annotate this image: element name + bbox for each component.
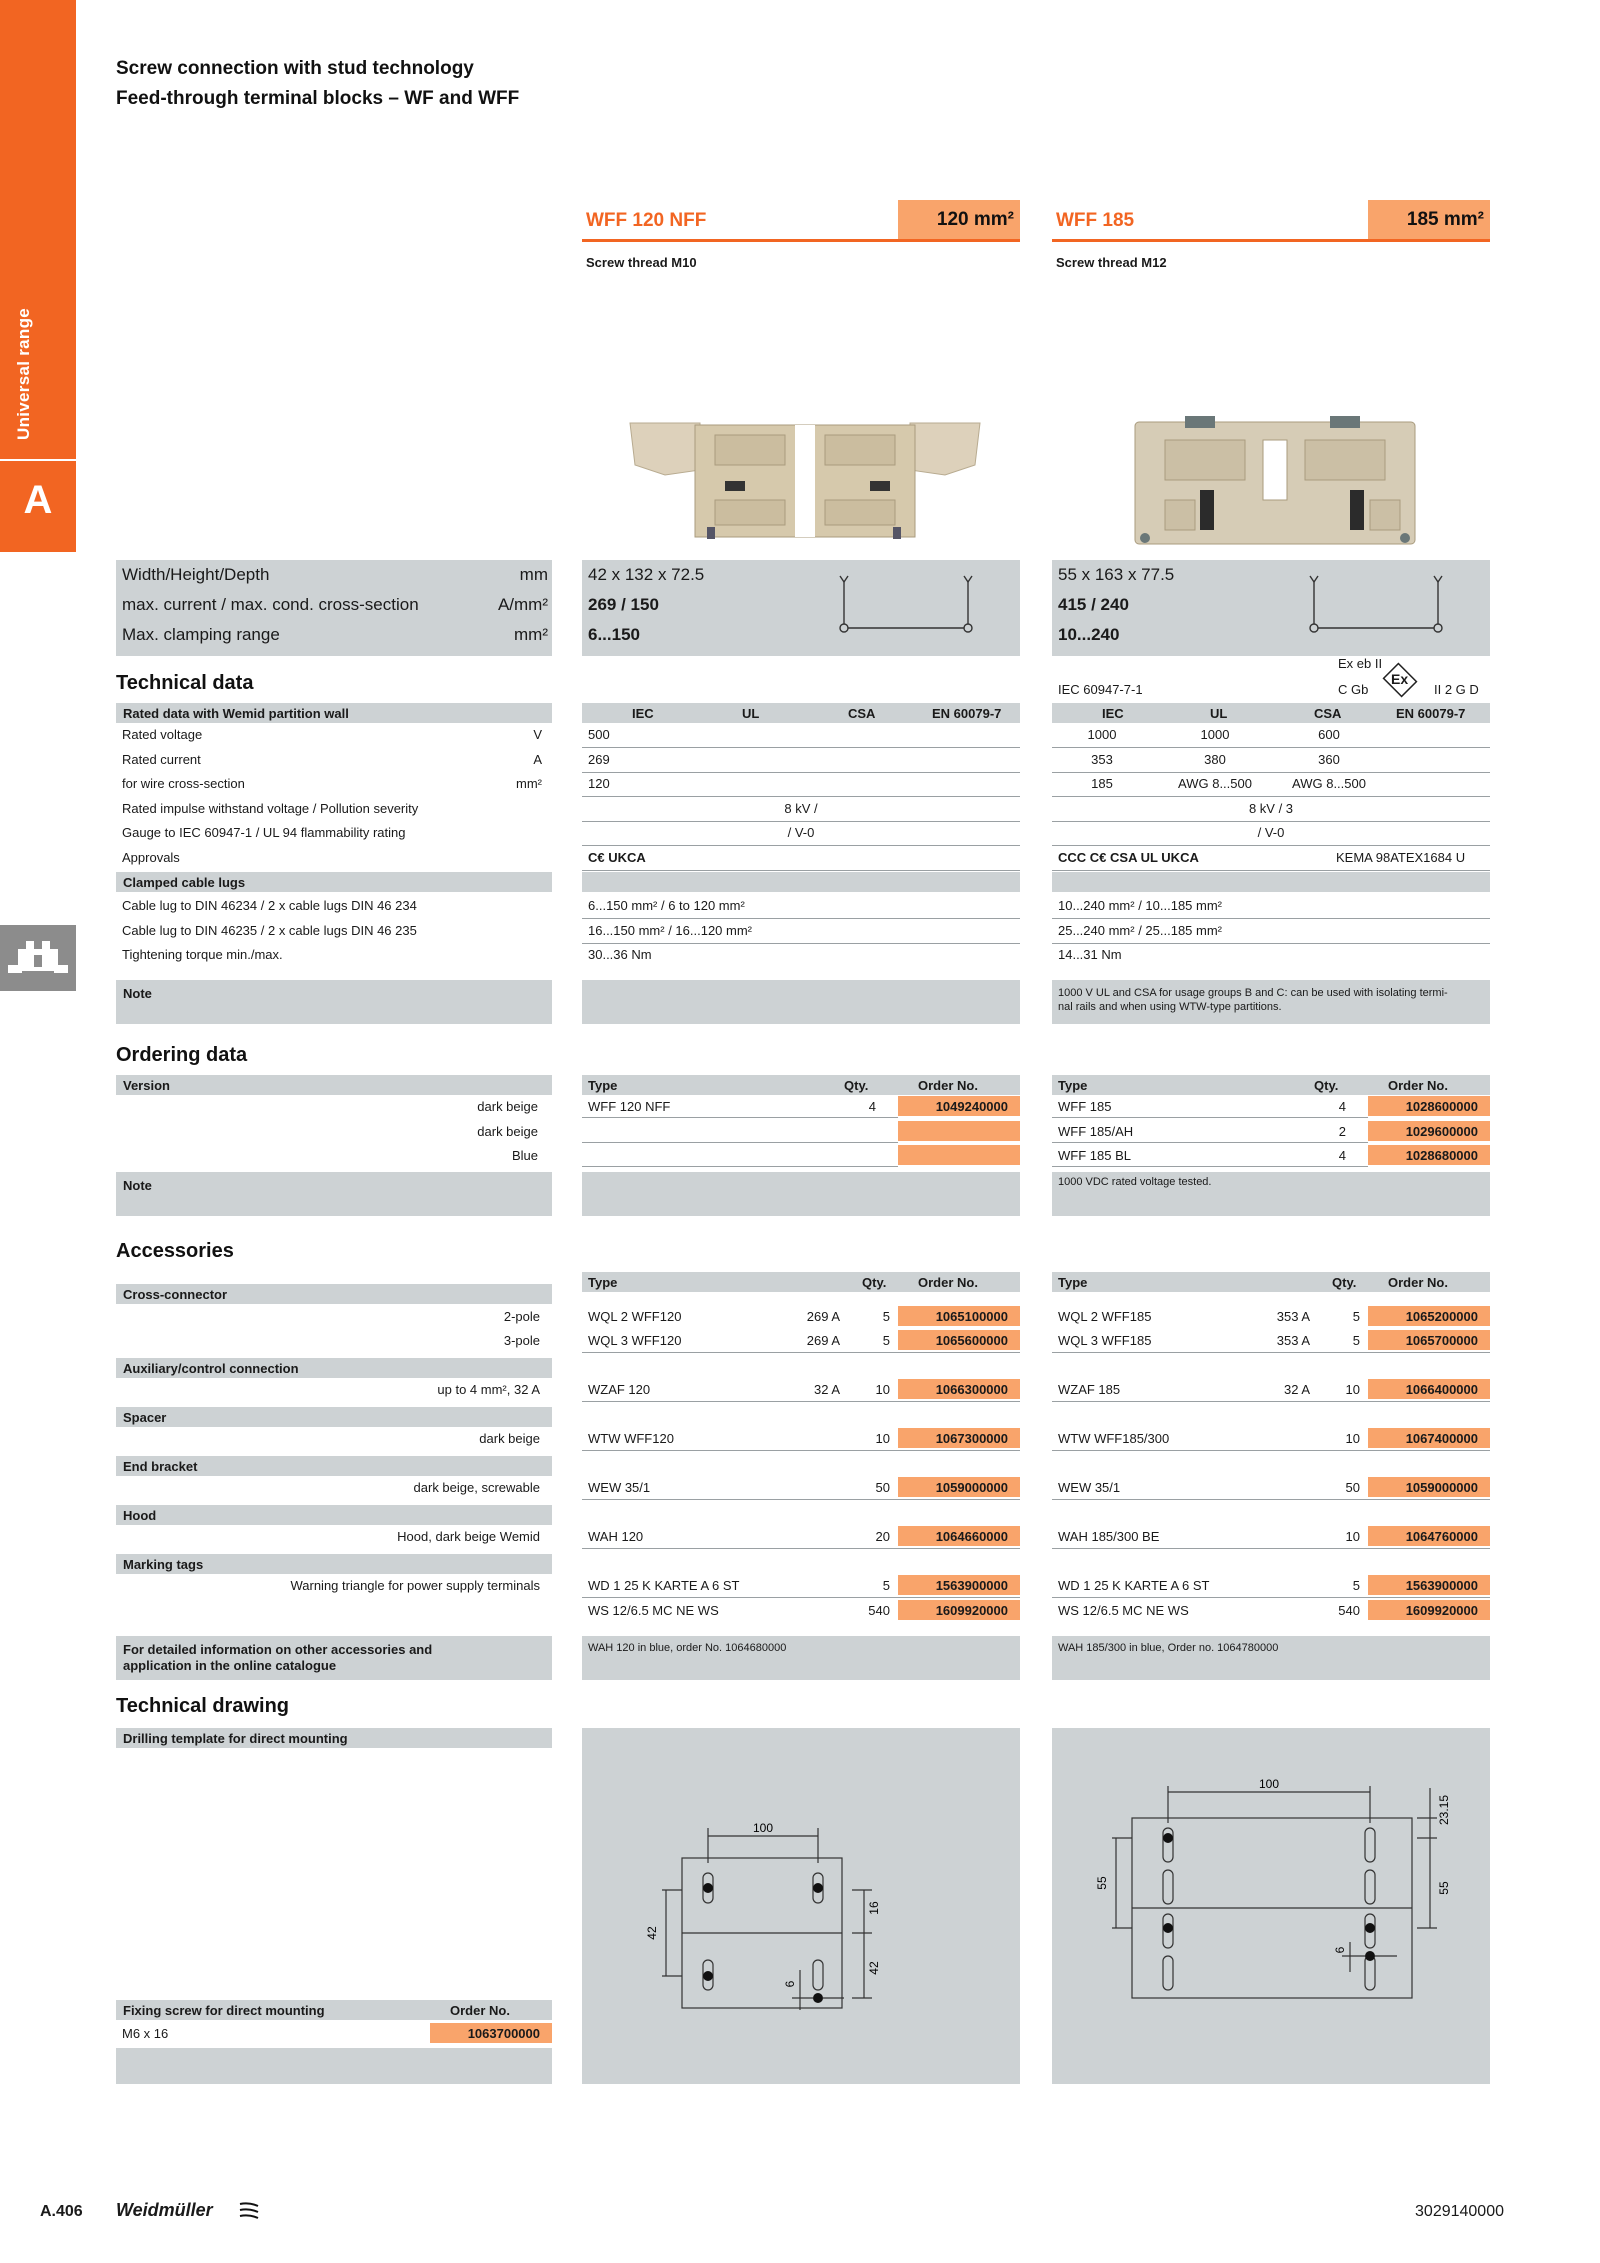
dims-label: max. current / max. cond. cross-section [122,595,419,614]
tech-row-unit: mm² [516,776,542,791]
acc-type: WS 12/6.5 MC NE WS [588,1602,719,1618]
row-separator [582,772,1020,773]
order-number-empty [898,1145,1020,1165]
dims-value: 6...150 [588,625,640,644]
tech-row-label: Rated impulse withstand voltage / Pollution severity [122,800,419,816]
fix-order: 1063700000 [430,2023,552,2043]
acc-current: 269 A [806,1333,840,1348]
col-iec: IEC [632,706,654,721]
acc-info-text: WAH 185/300 in blue, Order no. 1064780000 [1058,1642,1279,1654]
row-separator [1052,845,1490,846]
acc-type: WAH 120 [588,1529,644,1544]
acc-item-label: 2-pole [503,1308,540,1324]
row-separator [1052,1117,1368,1118]
page-subtitle: Feed-through terminal blocks – WF and WFF [116,88,520,109]
row-separator [582,1450,1020,1451]
terminal-block-icon [0,925,76,991]
acc-order: 1609920000 [898,1600,1020,1620]
acc-group-header: Cross-connector [116,1284,552,1304]
row-separator [582,1548,1020,1549]
clamped-header: Clamped cable lugs [116,872,552,892]
acc-qty: 10 [875,1431,890,1446]
acc-current: 353 A [1276,1333,1310,1348]
ordering-cols-1 [582,1075,1020,1095]
acc-group-header: Auxiliary/control connection [116,1358,552,1378]
brand-mark-icon [238,2200,260,2223]
page-number: A.406 [40,2203,83,2220]
row-separator [582,1401,1020,1402]
product-image-wff185 [1125,410,1425,553]
acc-current: 32 A [813,1382,840,1397]
acc-qty: 10 [1345,1382,1360,1397]
ordering-cols-2 [1052,1075,1490,1095]
col-qty: Qty. [1314,1078,1339,1093]
acc-order: 1065700000 [1368,1330,1490,1350]
acc-order: 1065100000 [898,1306,1020,1326]
dim-width: 100 [1258,1777,1280,1791]
row-separator [582,747,1020,748]
acc-item-label: 3-pole [503,1333,540,1348]
order-number: 1029600000 [1368,1121,1490,1141]
col-type: Type [1058,1078,1088,1093]
acc-order: 1065600000 [898,1330,1020,1350]
acc-order: 1059000000 [898,1477,1020,1497]
ordering-note-text: 1000 VDC rated voltage tested. [1058,1176,1212,1188]
order-number: 1049240000 [898,1096,1020,1116]
ul-value: AWG 8...500 [1178,776,1252,791]
fix-type: M6 x 16 [122,2026,169,2041]
document-code: 3029140000 [1415,2203,1504,2220]
note-label: Note [116,980,552,1024]
dim-width: 100 [752,1821,774,1835]
ordering-data-title: Ordering data [116,1044,248,1066]
rail-label: Universal range [14,307,33,440]
version-value: Blue [511,1148,538,1163]
ex-group: II 2 G D [1434,682,1479,697]
row-separator [582,943,1020,944]
note-band-1 [582,980,1020,1024]
row-separator [1052,918,1490,919]
dims-value: 55 x 163 x 77.5 [1058,565,1175,584]
row-separator [1052,1597,1490,1598]
acc-qty: 20 [875,1529,890,1544]
order-type: WFF 185 [1058,1099,1112,1114]
clamped-value: 10...240 mm² / 10...185 mm² [1058,898,1223,913]
acc-type: WQL 3 WFF120 [588,1333,682,1348]
acc-qty: 5 [1352,1333,1360,1348]
dim-h2: 23.15 [1437,1794,1451,1826]
row-separator [1052,796,1490,797]
product-header-2 [1052,200,1490,242]
version-value: dark beige [477,1123,538,1139]
col-ul: UL [742,706,760,721]
row-separator [1052,1499,1490,1500]
tech-cols-1 [582,703,1020,723]
acc-qty: 10 [1345,1431,1360,1446]
acc-qty: 10 [1345,1529,1360,1544]
clamped-row-label: Tightening torque min./max. [122,947,283,962]
drawing-2 [1052,1728,1490,2084]
dims-value: 269 / 150 [588,595,659,614]
ul-value: 380 [1204,751,1226,767]
acc-group-header: Marking tags [116,1554,552,1574]
acc-order: 1064760000 [1368,1526,1490,1546]
acc-order: 1067400000 [1368,1428,1490,1448]
approval-marks: CCC C€ CSA UL UKCA [1058,849,1199,865]
acc-qty: 10 [875,1382,890,1397]
tech-cols-2 [1052,703,1490,723]
clamped-row-label: Cable lug to DIN 46235 / 2 x cable lugs DIN 46 235 [122,922,417,938]
approval-note: KEMA 98ATEX1684 U [1336,849,1466,865]
circuit-symbol [830,572,990,637]
impulse-value: 8 kV / [784,800,818,816]
dims-label: Max. clamping range [122,625,280,644]
acc-qty: 50 [875,1480,890,1495]
row-separator [582,1352,1020,1353]
clamped-value: 14...31 Nm [1058,947,1122,962]
row-separator [582,1499,1020,1500]
acc-item-label: Warning triangle for power supply terminals [290,1578,540,1593]
acc-type: WEW 35/1 [1058,1480,1121,1495]
ex-cgb: C Gb [1338,682,1369,697]
acc-item-label: dark beige [479,1431,540,1446]
dim-h3: 42 [867,1961,881,1975]
dims-value: 42 x 132 x 72.5 [588,565,705,584]
tech-row-label: Rated current [122,751,201,767]
iec-value: 269 [588,751,610,767]
dims-label: Width/Height/Depth [122,565,270,584]
acc-type: WZAF 120 [588,1382,651,1397]
product-header-1 [582,200,1020,242]
impulse-value: 8 kV / 3 [1248,800,1294,816]
ordering-note-band-1 [582,1172,1020,1216]
iec-value: 185 [1091,776,1113,791]
col-iec: IEC [1102,706,1124,721]
acc-type: WD 1 25 K KARTE A 6 ST [1058,1578,1210,1593]
row-separator [1052,1166,1368,1167]
circuit-symbol [1300,572,1460,637]
order-qty: 4 [1338,1099,1346,1114]
acc-type: WQL 3 WFF185 [1058,1333,1152,1348]
rail-divider [0,459,76,461]
fix-col-order: Order No. [450,2003,510,2018]
row-separator [1052,772,1490,773]
product-thread: Screw thread M12 [1056,255,1167,270]
row-separator [1052,821,1490,822]
acc-cols-band-2 [1052,1272,1490,1292]
acc-qty: 5 [1352,1308,1360,1324]
row-separator [582,1117,898,1118]
technical-drawing-title: Technical drawing [116,1695,289,1717]
acc-type: WD 1 25 K KARTE A 6 ST [588,1578,740,1593]
acc-order: 1563900000 [1368,1575,1490,1595]
col-qty: Qty. [862,1275,887,1290]
product-thread: Screw thread M10 [586,255,697,270]
col-qty: Qty. [844,1078,869,1093]
acc-order: 1066300000 [898,1379,1020,1399]
dim-d: 6 [783,1980,797,1988]
csa-value: AWG 8...500 [1292,776,1366,791]
product-size: 120 mm² [898,200,1020,239]
ordering-note-label: Note [116,1172,552,1216]
dims-value: 415 / 240 [1058,595,1129,614]
ex-standard: IEC 60947-7-1 [1058,682,1143,697]
col-en: EN 60079-7 [1396,706,1466,721]
acc-group-header: Hood [116,1505,552,1525]
rail-letter: A [23,478,53,522]
clamped-value: 16...150 mm² / 16...120 mm² [588,922,753,938]
dims-unit: A/mm² [497,595,548,614]
row-separator [1052,1352,1490,1353]
brand-logo: Weidmüller [116,2200,213,2220]
dim-d: 6 [1333,1946,1347,1954]
version-value: dark beige [477,1099,538,1114]
acc-item-label: up to 4 mm², 32 A [437,1382,540,1397]
tech-row-unit: V [533,727,542,742]
acc-order: 1064660000 [898,1526,1020,1546]
version-header: Version [116,1075,552,1095]
acc-order: 1066400000 [1368,1379,1490,1399]
rated-data-header: Rated data with Wemid partition wall [116,703,552,723]
note-text: 1000 V UL and CSA for usage groups B and C: can be used with isolating termi- nal rails and when using WTW-type partitions. [1058,987,1448,1013]
dims-unit: mm² [514,625,548,644]
col-csa: CSA [1314,706,1342,721]
acc-order: 1065200000 [1368,1306,1490,1326]
acc-type: WEW 35/1 [588,1480,651,1495]
product-image-wff120 [625,415,985,548]
ul-value: 1000 [1200,727,1230,742]
col-type: Type [588,1275,618,1290]
acc-type: WZAF 185 [1058,1382,1121,1397]
dim-h2: 16 [867,1901,881,1915]
gauge-value: / V-0 [1257,825,1285,840]
row-separator [582,1166,898,1167]
col-type: Type [1058,1275,1088,1290]
fix-label: Fixing screw for direct mounting [123,2003,325,2018]
col-order: Order No. [1388,1078,1448,1093]
clamped-value: 6...150 mm² / 6 to 120 mm² [588,898,745,913]
col-csa: CSA [848,706,876,721]
row-separator [582,1142,898,1143]
col-qty: Qty. [1332,1275,1357,1290]
csa-value: 360 [1318,751,1340,767]
tech-row-label: Approvals [122,849,180,865]
acc-item-label: Hood, dark beige Wemid [397,1529,540,1544]
acc-group-header: Spacer [116,1407,552,1427]
acc-qty: 5 [882,1333,890,1348]
order-number: 1028680000 [1368,1145,1490,1165]
iec-value: 1000 [1087,727,1117,742]
row-separator [582,870,1020,871]
acc-info-label: For detailed information on other accessories and application in the online catalogue [116,1636,552,1680]
row-separator [1052,1450,1490,1451]
acc-order: 1609920000 [1368,1600,1490,1620]
fix-band [116,2048,552,2084]
col-order: Order No. [918,1275,978,1290]
csa-value: 600 [1318,727,1340,742]
ex-marking: Ex eb II [1338,656,1383,671]
col-order: Order No. [918,1078,978,1093]
acc-group-header: End bracket [116,1456,552,1476]
iec-value: 500 [588,727,610,742]
col-order: Order No. [1388,1275,1448,1290]
order-qty: 2 [1338,1123,1346,1139]
acc-cols-band-1 [582,1272,1020,1292]
order-type: WFF 120 NFF [588,1099,671,1114]
accessories-title: Accessories [116,1240,234,1262]
acc-type: WQL 2 WFF120 [588,1308,682,1324]
acc-item-label: dark beige, screwable [413,1480,540,1495]
acc-qty: 540 [868,1602,890,1618]
tech-row-label: for wire cross-section [122,776,245,791]
row-separator [582,1597,1020,1598]
row-separator [1052,747,1490,748]
order-qty: 4 [1338,1148,1346,1163]
acc-info-text: WAH 120 in blue, order No. 1064680000 [588,1642,787,1654]
side-rail [0,0,76,552]
row-separator [582,918,1020,919]
order-type: WFF 185/AH [1058,1123,1134,1139]
acc-type: WTW WFF185/300 [1058,1431,1170,1446]
tech-row-label: Rated voltage [122,727,203,742]
acc-type: WS 12/6.5 MC NE WS [1058,1602,1189,1618]
acc-type: WAH 185/300 BE [1058,1529,1160,1544]
acc-current: 353 A [1276,1308,1310,1324]
drawing-1 [582,1728,1020,2084]
acc-qty: 5 [1352,1578,1360,1593]
dims-unit: mm [519,565,548,584]
tech-row-unit: A [533,751,542,767]
row-separator [1052,943,1490,944]
acc-type: WTW WFF120 [588,1431,674,1446]
acc-order: 1059000000 [1368,1477,1490,1497]
row-separator [582,821,1020,822]
ex-logo-text: Ex [1391,671,1409,687]
gauge-value: / V-0 [787,825,815,840]
order-number: 1028600000 [1368,1096,1490,1116]
acc-qty: 540 [1338,1602,1360,1618]
technical-data-title: Technical data [116,672,254,694]
acc-order: 1563900000 [898,1575,1020,1595]
order-qty: 4 [868,1099,876,1114]
dim-h1: 42 [645,1926,659,1940]
acc-qty: 5 [882,1308,890,1324]
clamped-value: 30...36 Nm [588,947,652,962]
dim-h1: 55 [1095,1876,1109,1890]
col-en: EN 60079-7 [932,706,1002,721]
acc-qty: 5 [882,1578,890,1593]
tech-row-label: Gauge to IEC 60947-1 / UL 94 flammability rating [122,825,406,840]
col-ul: UL [1210,706,1228,721]
product-size: 185 mm² [1368,200,1490,239]
approval-marks: C€ UKCA [588,849,646,865]
product-name: WFF 185 [1056,210,1135,231]
order-type: WFF 185 BL [1058,1148,1131,1163]
col-type: Type [588,1078,618,1093]
drill-label: Drilling template for direct mounting [116,1728,552,1748]
page-title: Screw connection with stud technology [116,58,474,79]
dim-h3: 55 [1437,1881,1451,1895]
acc-current: 32 A [1283,1382,1310,1397]
row-separator [582,796,1020,797]
iec-value: 353 [1091,751,1113,767]
row-separator [1052,870,1490,871]
clamped-band-2 [1052,872,1490,892]
order-number-empty [898,1121,1020,1141]
acc-order: 1067300000 [898,1428,1020,1448]
fix-header [116,2000,552,2020]
acc-current: 269 A [806,1308,840,1324]
clamped-band-1 [582,872,1020,892]
clamped-row-label: Cable lug to DIN 46234 / 2 x cable lugs DIN 46 234 [122,898,417,913]
dims-value: 10...240 [1058,625,1120,644]
acc-type: WQL 2 WFF185 [1058,1308,1152,1324]
row-separator [1052,1548,1490,1549]
row-separator [1052,1401,1490,1402]
acc-qty: 50 [1345,1480,1360,1495]
row-separator [582,845,1020,846]
row-separator [1052,1142,1368,1143]
iec-value: 120 [588,776,610,791]
product-name: WFF 120 NFF [586,210,707,231]
clamped-value: 25...240 mm² / 25...185 mm² [1058,922,1223,938]
